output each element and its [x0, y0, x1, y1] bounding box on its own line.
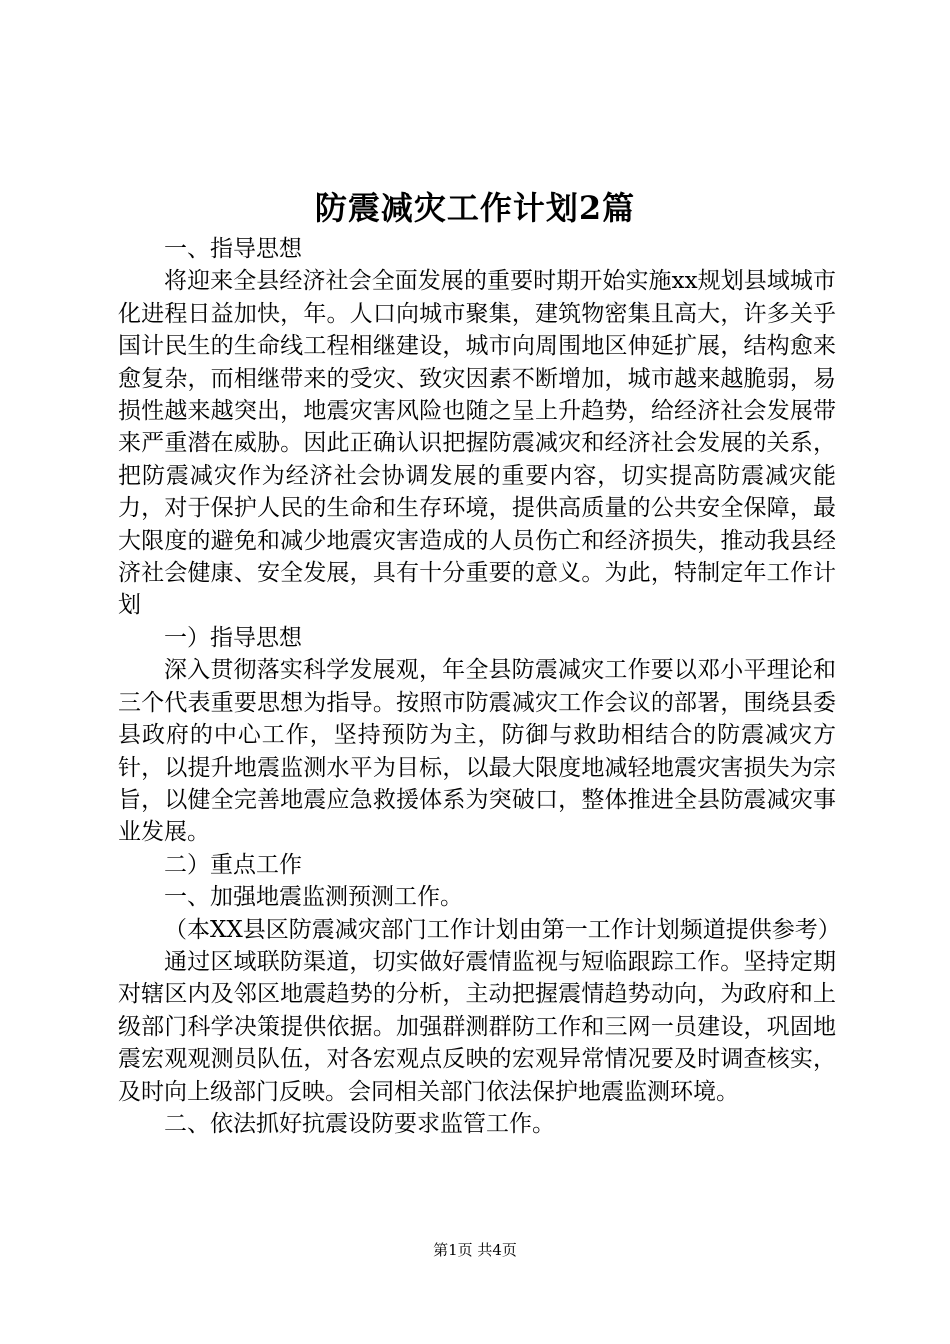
document-title: 防震减灾工作计划2篇 — [314, 189, 636, 227]
document-body — [118, 233, 841, 1140]
paragraph-guiding-thought: 深入贯彻落实科学发展观，年全县防震减灾工作要以邓小平理论和三个代表重要思想为指导。按照市防震减灾工作会议的部署，围绕县委县政府的中心工作，坚持预防为主，防御与救助相结合的防震减灾方针，以提升地震监测水平为目标，以最大限度地减轻地震灾害损失为宗旨，以健全完善地震应急救援体系为突破口，整体推进全县防震减灾事业发展。 — [118, 657, 836, 846]
subsection-heading-key-work: 二）重点工作 — [164, 851, 302, 878]
section-heading-guiding-thought: 一、指导思想 — [164, 236, 302, 262]
subsection-heading-guiding-thought: 一）指导思想 — [164, 624, 302, 651]
paragraph-source-note: （本XX县区防震减灾部门工作计划由第一工作计划频道提供参考） — [164, 916, 841, 943]
item-heading-supervision: 二、依法抓好抗震设防要求监管工作。 — [164, 1110, 555, 1137]
page-footer: 第1页 共4页 — [433, 1241, 517, 1259]
paragraph-monitoring: 通过区域联防渠道，切实做好震情监视与短临跟踪工作。坚持定期对辖区内及邻区地震趋势的分析，主动把握震情趋势动向，为政府和上级部门科学决策提供依据。加强群测群防工作和三网一员建设，巩固地震宏观观测员队伍，对各宏观点反映的宏观异常情况要及时调查核实，及时向上级部门反映。会同相关部门依法保护地震监测环境。 — [118, 948, 836, 1105]
item-heading-monitoring: 一、加强地震监测预测工作。 — [164, 884, 463, 911]
paragraph-background: 将迎来全县经济社会全面发展的重要时期开始实施xx规划县域城市化进程日益加快，年。人口向城市聚集，建筑物密集且高大，许多关乎国计民生的生命线工程相继建设，城市向周围地区伸延扩展，结构愈来愈复杂，而相继带来的受灾、致灾因素不断增加，城市越来越脆弱，易损性越来越突出，地震灾害风险也随之呈上升趋势，给经济社会发展带来严重潜在威胁。因此正确认识把握防震减灾和经济社会发展的关系，把防震减灾作为经济社会协调发展的重要内容，切实提高防震减灾能力，对于保护人民的生命和生存环境，提供高质量的公共安全保障，最大限度的避免和减少地震灾害造成的人员伤亡和经济损失，推动我县经济社会健康、安全发展，具有十分重要的意义。为此，特制定年工作计划 — [118, 268, 836, 619]
